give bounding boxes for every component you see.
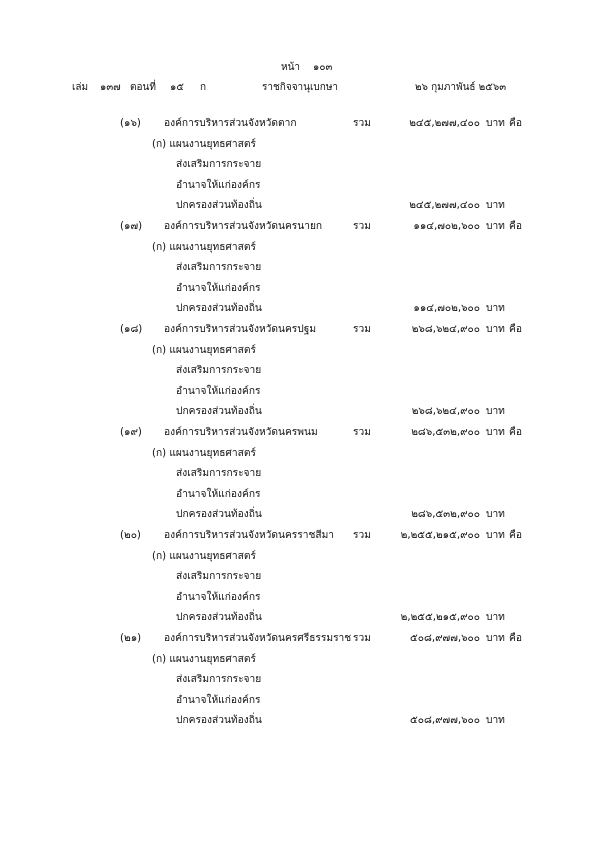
baht-unit: บาท bbox=[486, 530, 505, 541]
entry-name: องค์การบริหารส่วนจังหวัดนครพนม bbox=[164, 427, 318, 438]
plan-line-3: อำนาจให้แก่องค์กร bbox=[176, 591, 261, 603]
baht-unit: บาท bbox=[486, 509, 505, 520]
total-label: รวม bbox=[353, 118, 371, 129]
plan-amount: ๑๑๔,๗๐๒,๖๐๐ bbox=[413, 303, 480, 314]
baht-unit: บาท bbox=[486, 406, 505, 417]
plan-label: (ก) แผนงานยุทธศาสตร์ bbox=[152, 653, 256, 665]
baht-unit: บาท bbox=[486, 118, 505, 129]
total-label: รวม bbox=[353, 324, 371, 335]
entry-name: องค์การบริหารส่วนจังหวัดตาก bbox=[164, 118, 297, 129]
plan-line-4: ปกครองส่วนท้องถิ่น bbox=[176, 715, 262, 726]
khue-label: คือ bbox=[509, 221, 522, 232]
entry-total-amount: ๒๖๘,๖๒๔,๙๐๐ bbox=[411, 324, 480, 335]
issue-number: ๑๕ bbox=[170, 82, 184, 93]
plan-line-2: ส่งเสริมการกระจาย bbox=[176, 571, 262, 582]
plan-line-4: ปกครองส่วนท้องถิ่น bbox=[176, 303, 262, 314]
plan-line-3: อำนาจให้แก่องค์กร bbox=[176, 694, 261, 706]
plan-line-4: ปกครองส่วนท้องถิ่น bbox=[176, 509, 262, 520]
plan-line-2: ส่งเสริมการกระจาย bbox=[176, 674, 262, 685]
plan-line-3: อำนาจให้แก่องค์กร bbox=[176, 179, 261, 191]
baht-unit: บาท bbox=[486, 612, 505, 623]
entry-total-amount: ๒๔๕,๒๗๗,๔๐๐ bbox=[409, 118, 480, 129]
plan-line-4: ปกครองส่วนท้องถิ่น bbox=[176, 612, 262, 623]
entry-number: (๑๙) bbox=[120, 427, 142, 438]
plan-label: (ก) แผนงานยุทธศาสตร์ bbox=[152, 447, 256, 459]
plan-label: (ก) แผนงานยุทธศาสตร์ bbox=[152, 138, 256, 150]
baht-unit: บาท bbox=[486, 200, 505, 211]
entry-total-amount: ๑๑๔,๗๐๒,๖๐๐ bbox=[413, 221, 480, 232]
total-label: รวม bbox=[353, 530, 371, 541]
plan-line-2: ส่งเสริมการกระจาย bbox=[176, 159, 262, 170]
plan-line-2: ส่งเสริมการกระจาย bbox=[176, 468, 262, 479]
total-label: รวม bbox=[353, 633, 371, 644]
entry-total-amount: ๒,๒๕๕,๒๑๕,๙๐๐ bbox=[400, 530, 480, 541]
plan-amount: ๒,๒๕๕,๒๑๕,๙๐๐ bbox=[400, 612, 480, 623]
plan-line-3: อำนาจให้แก่องค์กร bbox=[176, 488, 261, 500]
plan-amount: ๕๐๘,๙๗๗,๖๐๐ bbox=[410, 715, 480, 726]
plan-line-2: ส่งเสริมการกระจาย bbox=[176, 262, 262, 273]
plan-line-3: อำนาจให้แก่องค์กร bbox=[176, 282, 261, 294]
plan-line-4: ปกครองส่วนท้องถิ่น bbox=[176, 200, 262, 211]
baht-unit: บาท bbox=[486, 324, 505, 335]
volume-label: เล่ม bbox=[72, 82, 89, 93]
total-label: รวม bbox=[353, 221, 371, 232]
plan-label: (ก) แผนงานยุทธศาสตร์ bbox=[152, 550, 256, 562]
plan-line-3: อำนาจให้แก่องค์กร bbox=[176, 385, 261, 397]
entry-number: (๒๑) bbox=[120, 633, 142, 644]
khue-label: คือ bbox=[509, 427, 522, 438]
baht-unit: บาท bbox=[486, 303, 505, 314]
issue-label: ตอนที่ bbox=[130, 82, 156, 93]
entry-number: (๑๘) bbox=[120, 324, 143, 335]
khue-label: คือ bbox=[509, 530, 522, 541]
total-label: รวม bbox=[353, 427, 371, 438]
issue-date: ๒๖ กุมภาพันธ์ ๒๕๖๓ bbox=[415, 82, 507, 93]
plan-line-4: ปกครองส่วนท้องถิ่น bbox=[176, 406, 262, 417]
entry-number: (๒๐) bbox=[120, 530, 141, 541]
plan-amount: ๒๔๕,๒๗๗,๔๐๐ bbox=[409, 200, 480, 211]
entry-name: องค์การบริหารส่วนจังหวัดนครศรีธรรมราช bbox=[164, 633, 352, 644]
entry-total-amount: ๕๐๘,๙๗๗,๖๐๐ bbox=[410, 633, 480, 644]
page-label: หน้า bbox=[281, 62, 301, 73]
khue-label: คือ bbox=[509, 324, 522, 335]
plan-line-2: ส่งเสริมการกระจาย bbox=[176, 365, 262, 376]
baht-unit: บาท bbox=[486, 221, 505, 232]
baht-unit: บาท bbox=[486, 633, 505, 644]
entry-name: องค์การบริหารส่วนจังหวัดนครปฐม bbox=[164, 324, 317, 335]
journal-name: ราชกิจจานุเบกษา bbox=[262, 82, 339, 93]
issue-section: ก bbox=[200, 82, 207, 93]
khue-label: คือ bbox=[509, 118, 522, 129]
entry-name: องค์การบริหารส่วนจังหวัดนครราชสีมา bbox=[164, 530, 335, 541]
page-number: ๑๐๓ bbox=[313, 62, 333, 73]
entry-name: องค์การบริหารส่วนจังหวัดนครนายก bbox=[164, 221, 323, 232]
plan-amount: ๒๖๘,๖๒๔,๙๐๐ bbox=[411, 406, 480, 417]
plan-label: (ก) แผนงานยุทธศาสตร์ bbox=[152, 241, 256, 253]
plan-label: (ก) แผนงานยุทธศาสตร์ bbox=[152, 344, 256, 356]
volume-number: ๑๓๗ bbox=[100, 82, 121, 93]
plan-amount: ๒๘๖,๕๓๒,๙๐๐ bbox=[411, 509, 480, 520]
khue-label: คือ bbox=[509, 633, 522, 644]
baht-unit: บาท bbox=[486, 427, 505, 438]
baht-unit: บาท bbox=[486, 715, 505, 726]
entry-number: (๑๗) bbox=[120, 221, 143, 232]
entry-total-amount: ๒๘๖,๕๓๒,๙๐๐ bbox=[411, 427, 480, 438]
entry-number: (๑๖) bbox=[120, 118, 141, 129]
